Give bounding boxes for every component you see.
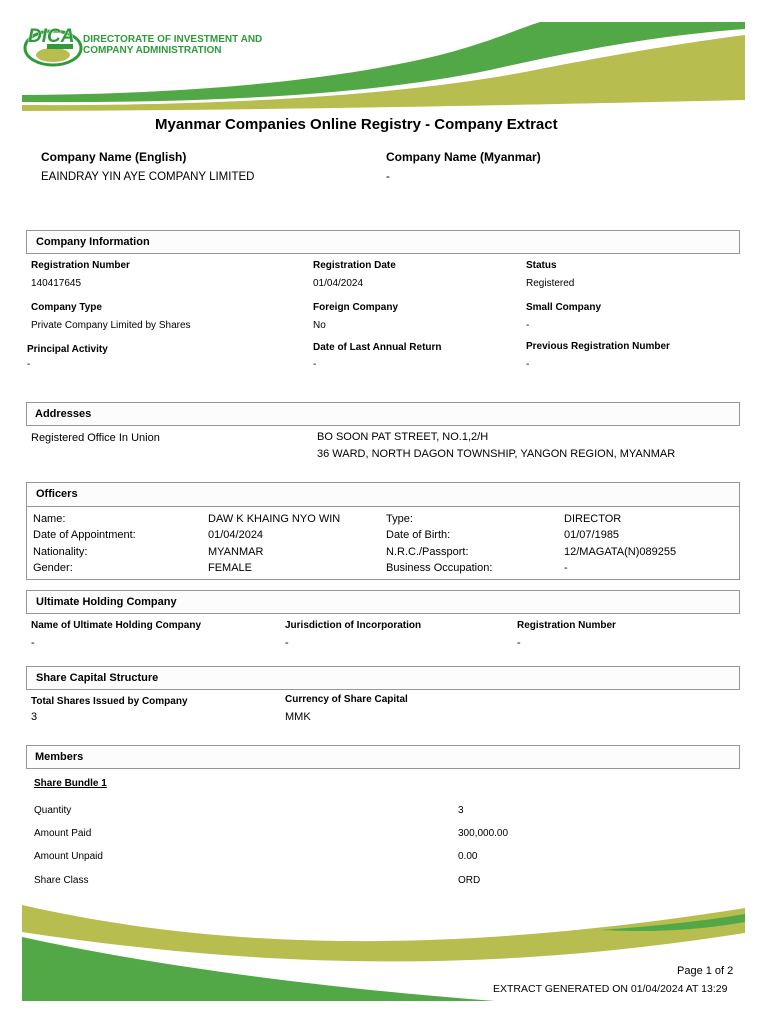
registration-date-label: Registration Date [313,260,396,271]
registered-office-line2: 36 WARD, NORTH DAGON TOWNSHIP, YANGON REGION, MYANMAR [317,448,676,460]
small-company-label: Small Company [526,302,602,313]
quantity-value: 3 [458,805,464,816]
officer-occupation-value: - [564,562,568,574]
uhc-jurisdiction-value: - [285,637,289,649]
company-name-myanmar-label: Company Name (Myanmar) [386,150,541,164]
addresses-header [26,402,740,426]
officers-heading: Officers [36,488,78,500]
officer-name-label: Name: [33,513,66,525]
logo-wordmark: DICA [28,26,75,47]
registration-date-value: 01/04/2024 [313,278,364,289]
officer-appointment-label: Date of Appointment: [33,529,136,541]
footer-wave-olive [22,905,745,961]
total-shares-label: Total Shares Issued by Company [31,696,188,707]
foreign-company-value: No [313,320,326,331]
company-name-english-value: EAINDRAY YIN AYE COMPANY LIMITED [41,171,255,183]
officer-nrc-value: 12/MAGATA(N)089255 [564,546,677,558]
principal-activity-value: - [27,359,31,370]
uhc-name-label: Name of Ultimate Holding Company [31,620,202,631]
share-currency-value: MMK [285,711,311,723]
dica-logo [20,22,84,68]
amount-unpaid-label: Amount Unpaid [34,851,103,862]
amount-paid-label: Amount Paid [34,828,92,839]
page-number: Page 1 of 2 [677,965,734,977]
share-class-value: ORD [458,875,481,886]
company-information-heading: Company Information [36,236,150,248]
principal-activity-label: Principal Activity [27,344,108,355]
officer-nrc-label: N.R.C./Passport: [386,546,469,558]
uhc-jurisdiction-label: Jurisdiction of Incorporation [285,620,422,631]
org-name-line2: COMPANY ADMINISTRATION [83,45,222,56]
uhc-registration-number-label: Registration Number [517,620,616,631]
officer-type-label: Type: [386,513,413,525]
amount-paid-value: 300,000.00 [458,828,509,839]
total-shares-value: 3 [31,711,38,723]
officers-header [27,483,739,507]
ultimate-holding-company-heading: Ultimate Holding Company [36,596,177,608]
share-currency-label: Currency of Share Capital [285,694,408,705]
page-title: Myanmar Companies Online Registry - Company Extract [155,116,558,133]
status-value: Registered [526,278,575,289]
status-label: Status [526,260,557,271]
company-type-value: Private Company Limited by Shares [31,320,191,331]
officer-birth-value: 01/07/1985 [564,529,620,541]
company-information-header [26,230,740,254]
small-company-value: - [526,320,530,331]
last-annual-return-value: - [313,359,317,370]
company-type-label: Company Type [31,302,102,313]
uhc-name-value: - [31,637,35,649]
quantity-label: Quantity [34,805,72,816]
last-annual-return-label: Date of Last Annual Return [313,342,442,353]
uhc-registration-number-value: - [517,637,521,649]
officer-gender-label: Gender: [33,562,73,574]
header-wave [0,0,768,120]
officer-nationality-label: Nationality: [33,546,88,558]
share-class-label: Share Class [34,875,89,886]
org-name-line1: DIRECTORATE OF INVESTMENT AND [83,34,263,45]
members-header [26,745,740,769]
officer-occupation-label: Business Occupation: [386,562,493,574]
officer-appointment-value: 01/04/2024 [208,529,264,541]
company-name-english-label: Company Name (English) [41,150,187,164]
officer-nationality-value: MYANMAR [208,546,264,558]
officer-gender-value: FEMALE [208,562,253,574]
members-heading: Members [35,751,84,763]
registered-office-label: Registered Office In Union [31,432,160,444]
share-bundle-title: Share Bundle 1 [34,778,107,789]
registration-number-value: 140417645 [31,278,82,289]
extract-generated-note: EXTRACT GENERATED ON 01/04/2024 AT 13:29 [493,983,728,995]
previous-registration-number-value: - [526,359,530,370]
registered-office-line1: BO SOON PAT STREET, NO.1,2/H [317,431,489,443]
officer-type-value: DIRECTOR [564,513,622,525]
company-name-myanmar-value: - [386,171,390,183]
previous-registration-number-label: Previous Registration Number [526,341,670,352]
registration-number-label: Registration Number [31,260,130,271]
officer-name-value: DAW K KHAING NYO WIN [208,513,341,525]
addresses-heading: Addresses [35,408,92,420]
share-capital-heading: Share Capital Structure [36,672,159,684]
officer-birth-label: Date of Birth: [386,529,451,541]
foreign-company-label: Foreign Company [313,302,399,313]
logo-emblem [36,48,70,62]
ultimate-holding-company-header [26,590,740,614]
amount-unpaid-value: 0.00 [458,851,478,862]
share-capital-header [26,666,740,690]
